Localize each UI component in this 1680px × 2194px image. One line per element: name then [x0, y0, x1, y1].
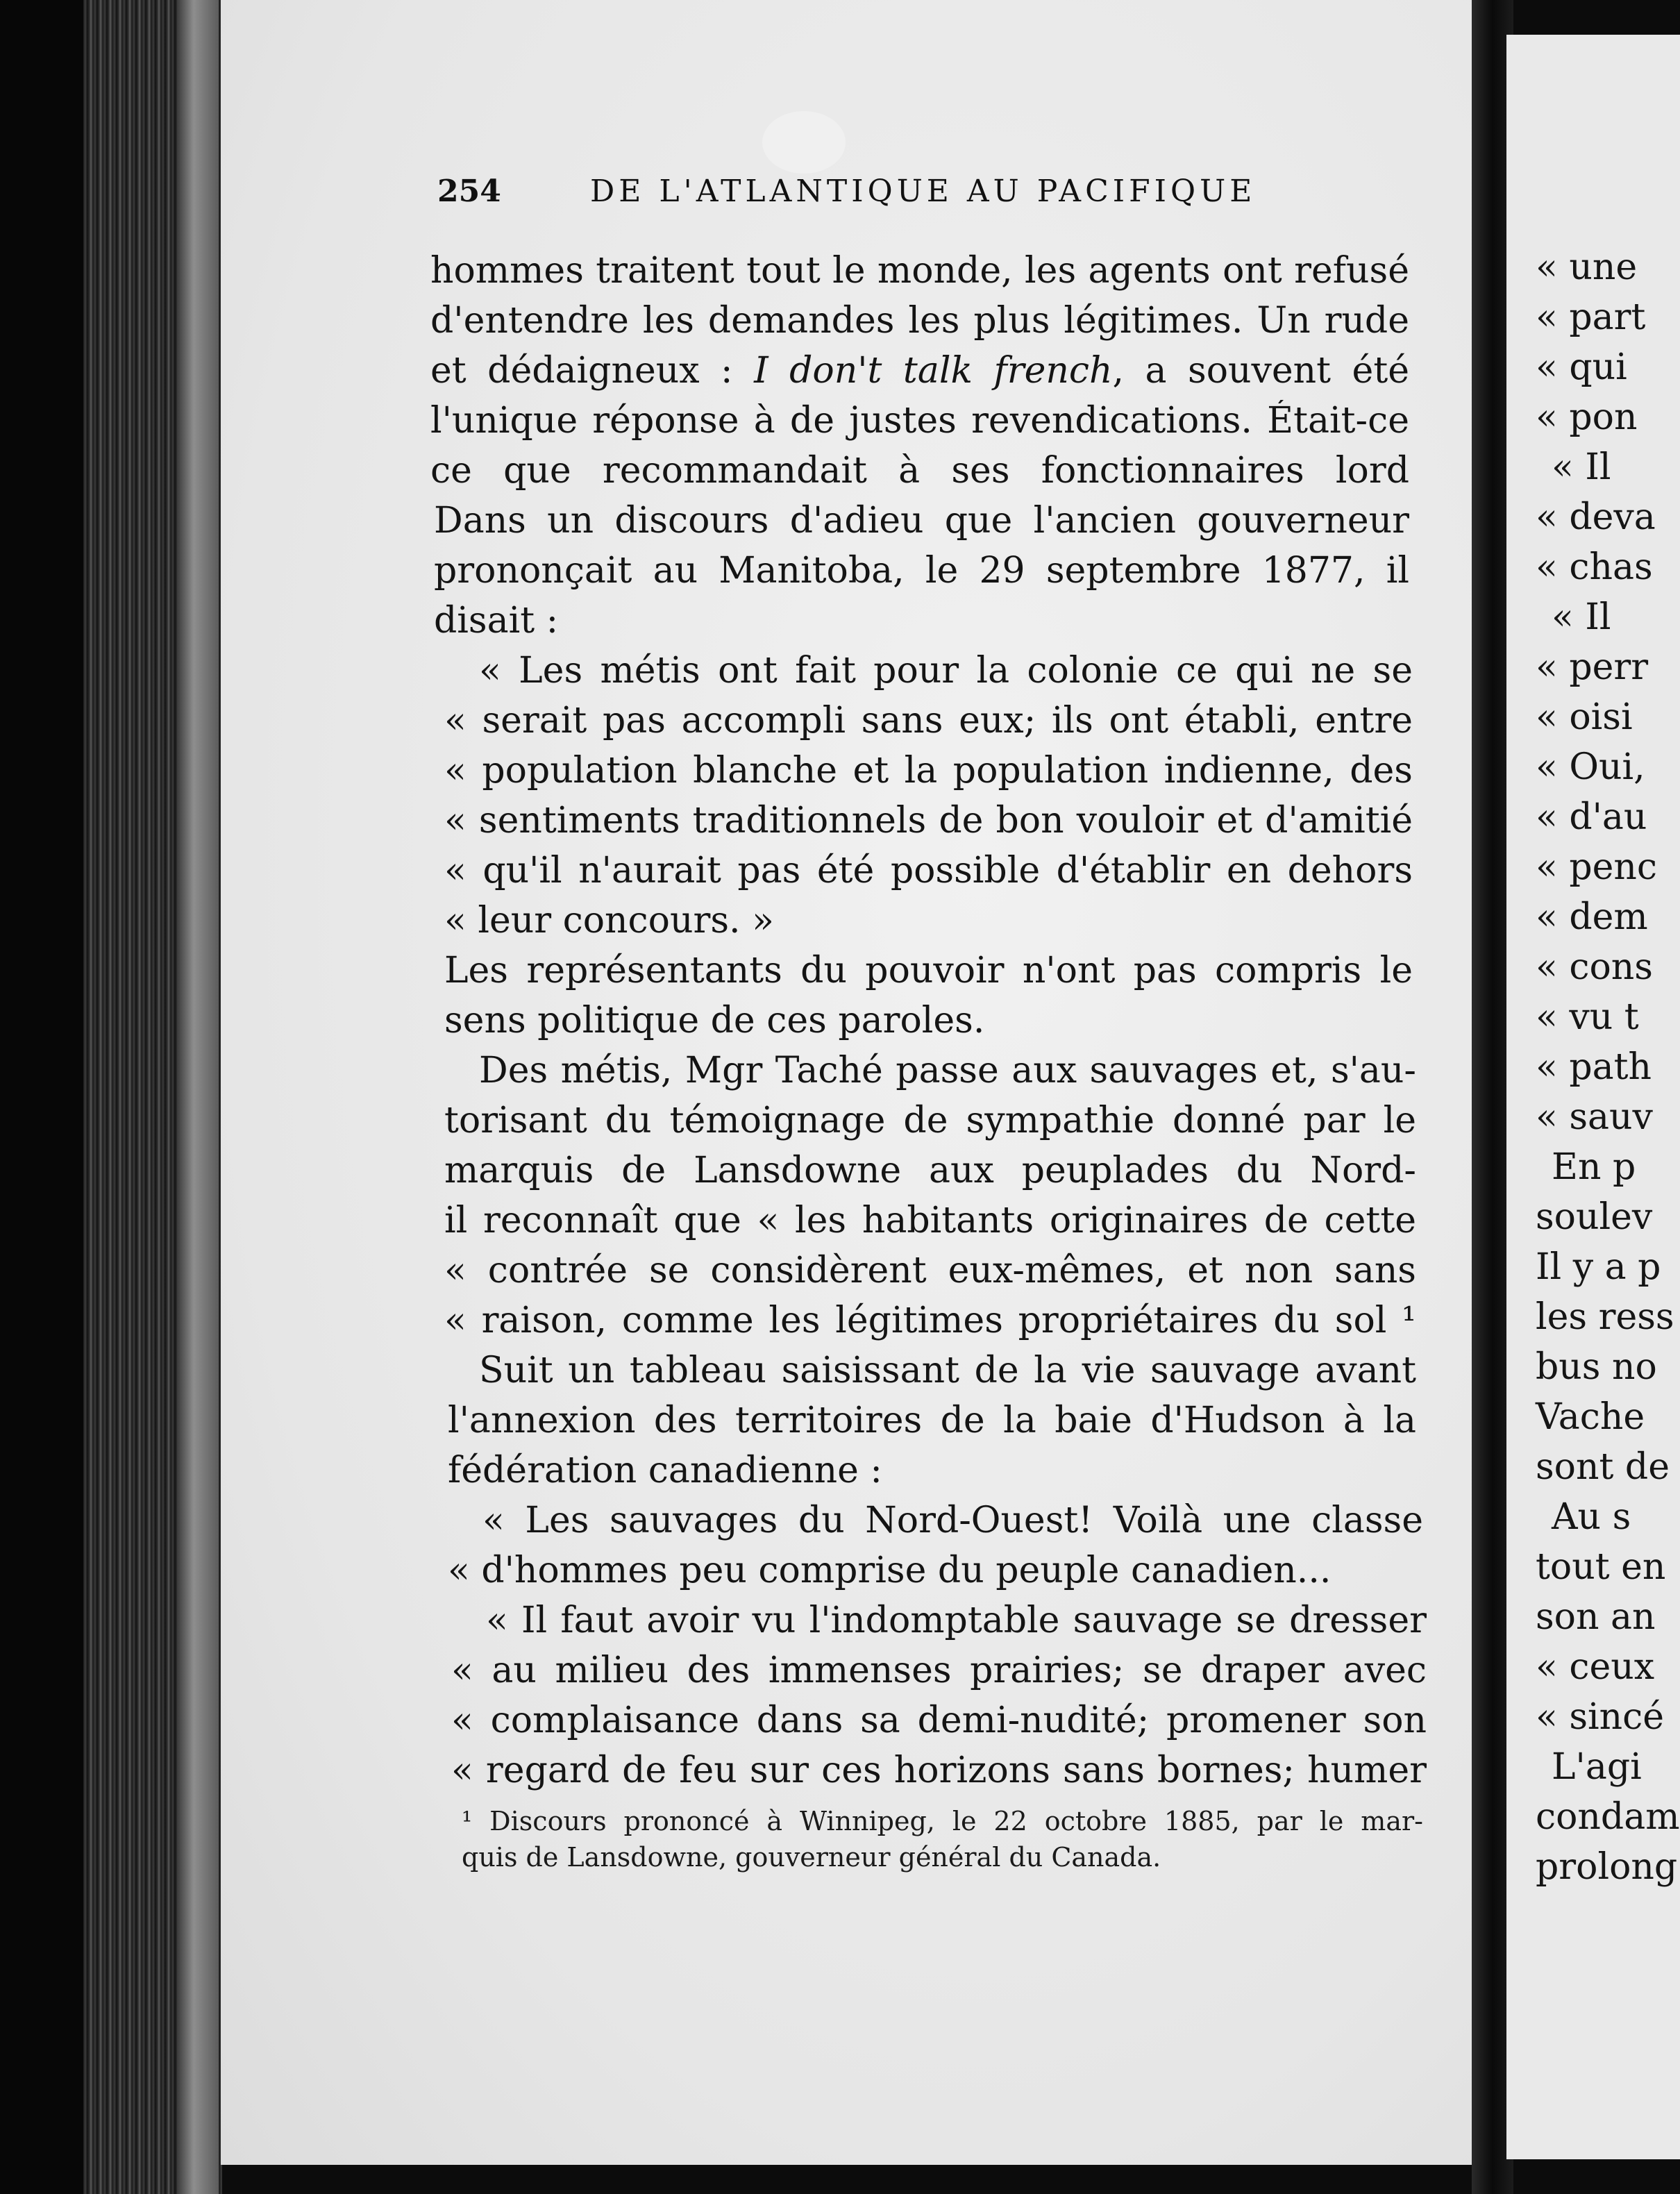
- facing-text-line: bus no: [1536, 1346, 1657, 1388]
- text-line: « Les métis ont fait pour la colonie ce qui ne se: [479, 650, 1413, 692]
- facing-text-line: sont de: [1536, 1446, 1670, 1488]
- facing-text-line: « part: [1536, 296, 1646, 338]
- text-line: l'unique réponse à de justes revendications. Était-ce: [430, 400, 1409, 442]
- paper-blemish: [762, 111, 846, 174]
- facing-text-line: « une: [1536, 246, 1638, 288]
- facing-text-line: « path: [1536, 1046, 1652, 1088]
- facing-text-line: « d'au: [1536, 796, 1647, 838]
- facing-text-line: « deva: [1536, 496, 1656, 538]
- text-line: Des métis, Mgr Taché passe aux sauvages et, s'au-: [479, 1050, 1416, 1091]
- facing-text-line: « penc: [1536, 846, 1658, 888]
- text-line: il reconnaît que « les habitants originaires de cette: [444, 1200, 1416, 1241]
- text-line: « au milieu des immenses prairies; se draper avec: [451, 1650, 1427, 1691]
- edge-highlight: [177, 0, 219, 2194]
- text-line: sens politique de ces paroles.: [444, 1000, 985, 1041]
- text-line: « Les sauvages du Nord-Ouest! Voilà une classe: [482, 1500, 1423, 1541]
- facing-text-line: son an: [1536, 1596, 1656, 1638]
- text-line: Dans un discours d'adieu que l'ancien gouverneur: [434, 500, 1409, 542]
- facing-text-line: « dem: [1536, 896, 1648, 938]
- facing-text-line: Au s: [1552, 1496, 1631, 1538]
- facing-text-line: tout en: [1536, 1546, 1666, 1588]
- text-line: « contrée se considèrent eux-mêmes, et non sans: [444, 1250, 1416, 1291]
- facing-text-line: « qui: [1536, 346, 1627, 388]
- facing-text-line: « pon: [1536, 396, 1638, 438]
- text-line: « serait pas accompli sans eux; ils ont établi, entre: [444, 700, 1413, 742]
- text-line: « Il faut avoir vu l'indomptable sauvage se dresser: [486, 1600, 1427, 1641]
- text-line: marquis de Lansdowne aux peuplades du Nord-: [444, 1150, 1416, 1191]
- facing-text-line: L'agi: [1552, 1746, 1642, 1788]
- facing-text-line: prolong: [1536, 1846, 1678, 1888]
- text-line: hommes traitent tout le monde, les agents ont refusé: [430, 250, 1409, 292]
- running-head: DE L'ATLANTIQUE AU PACIFIQUE: [590, 174, 1257, 209]
- facing-text-line: Il y a p: [1536, 1246, 1661, 1288]
- facing-text-line: « chas: [1536, 546, 1653, 588]
- facing-text-line: « ceux: [1536, 1646, 1655, 1688]
- facing-text-line: « sincé: [1536, 1696, 1665, 1738]
- facing-text-line: « Il: [1552, 446, 1611, 488]
- facing-text-line: « Il: [1552, 596, 1611, 638]
- text-line: d'entendre les demandes les plus légitimes. Un rude: [430, 300, 1409, 342]
- text-line: « d'hommes peu comprise du peuple canadien...: [448, 1550, 1332, 1591]
- text-line: Les représentants du pouvoir n'ont pas compris le: [444, 950, 1413, 991]
- text-line: prononçait au Manitoba, le 29 septembre 1877, il: [434, 550, 1409, 592]
- edge-shadow: [0, 0, 83, 2194]
- facing-text-line: condam: [1536, 1796, 1680, 1838]
- text-line: Suit un tableau saisissant de la vie sauvage avant: [479, 1350, 1416, 1391]
- facing-text-line: « cons: [1536, 946, 1653, 988]
- facing-text-line: « vu t: [1536, 996, 1639, 1038]
- text-line: « sentiments traditionnels de bon vouloir et d'amitié: [444, 800, 1413, 841]
- text-line: « regard de feu sur ces horizons sans bornes; humer: [451, 1750, 1427, 1791]
- facing-text-line: Vache: [1536, 1396, 1645, 1438]
- text-line: ce que recommandait à ses fonctionnaires lord: [430, 450, 1409, 492]
- page-stack-edge: [0, 0, 222, 2194]
- text-line: « raison, comme les légitimes propriétaires du sol ¹: [444, 1300, 1416, 1341]
- facing-text-line: « oisi: [1536, 696, 1633, 738]
- text-line: disait :: [434, 600, 559, 642]
- text-line: « population blanche et la population indienne, des: [444, 750, 1413, 792]
- facing-text-line: « Oui,: [1536, 746, 1645, 788]
- footnote-line: ¹ Discours prononcé à Winnipeg, le 22 octobre 1885, par le mar-: [462, 1806, 1423, 1836]
- text-line: « qu'il n'aurait pas été possible d'établir en dehors: [444, 850, 1413, 891]
- facing-text-line: « perr: [1536, 646, 1649, 688]
- page-number: 254: [437, 174, 501, 209]
- text-line: torisant du témoignage de sympathie donné par le: [444, 1100, 1416, 1141]
- facing-text-line: « sauv: [1536, 1096, 1653, 1138]
- facing-text-line: les ress: [1536, 1296, 1674, 1338]
- text-line: « leur concours. »: [444, 900, 774, 941]
- text-line: fédération canadienne :: [448, 1450, 882, 1491]
- text-line: et dédaigneux : I don't talk french, a souvent été: [430, 350, 1409, 392]
- facing-text-line: soulev: [1536, 1196, 1653, 1238]
- text-line: « complaisance dans sa demi-nudité; promener son: [451, 1700, 1427, 1741]
- footnote-line: quis de Lansdowne, gouverneur général du Canada.: [462, 1842, 1161, 1873]
- facing-text-line: En p: [1552, 1146, 1636, 1188]
- text-line: l'annexion des territoires de la baie d'Hudson à la: [448, 1400, 1416, 1441]
